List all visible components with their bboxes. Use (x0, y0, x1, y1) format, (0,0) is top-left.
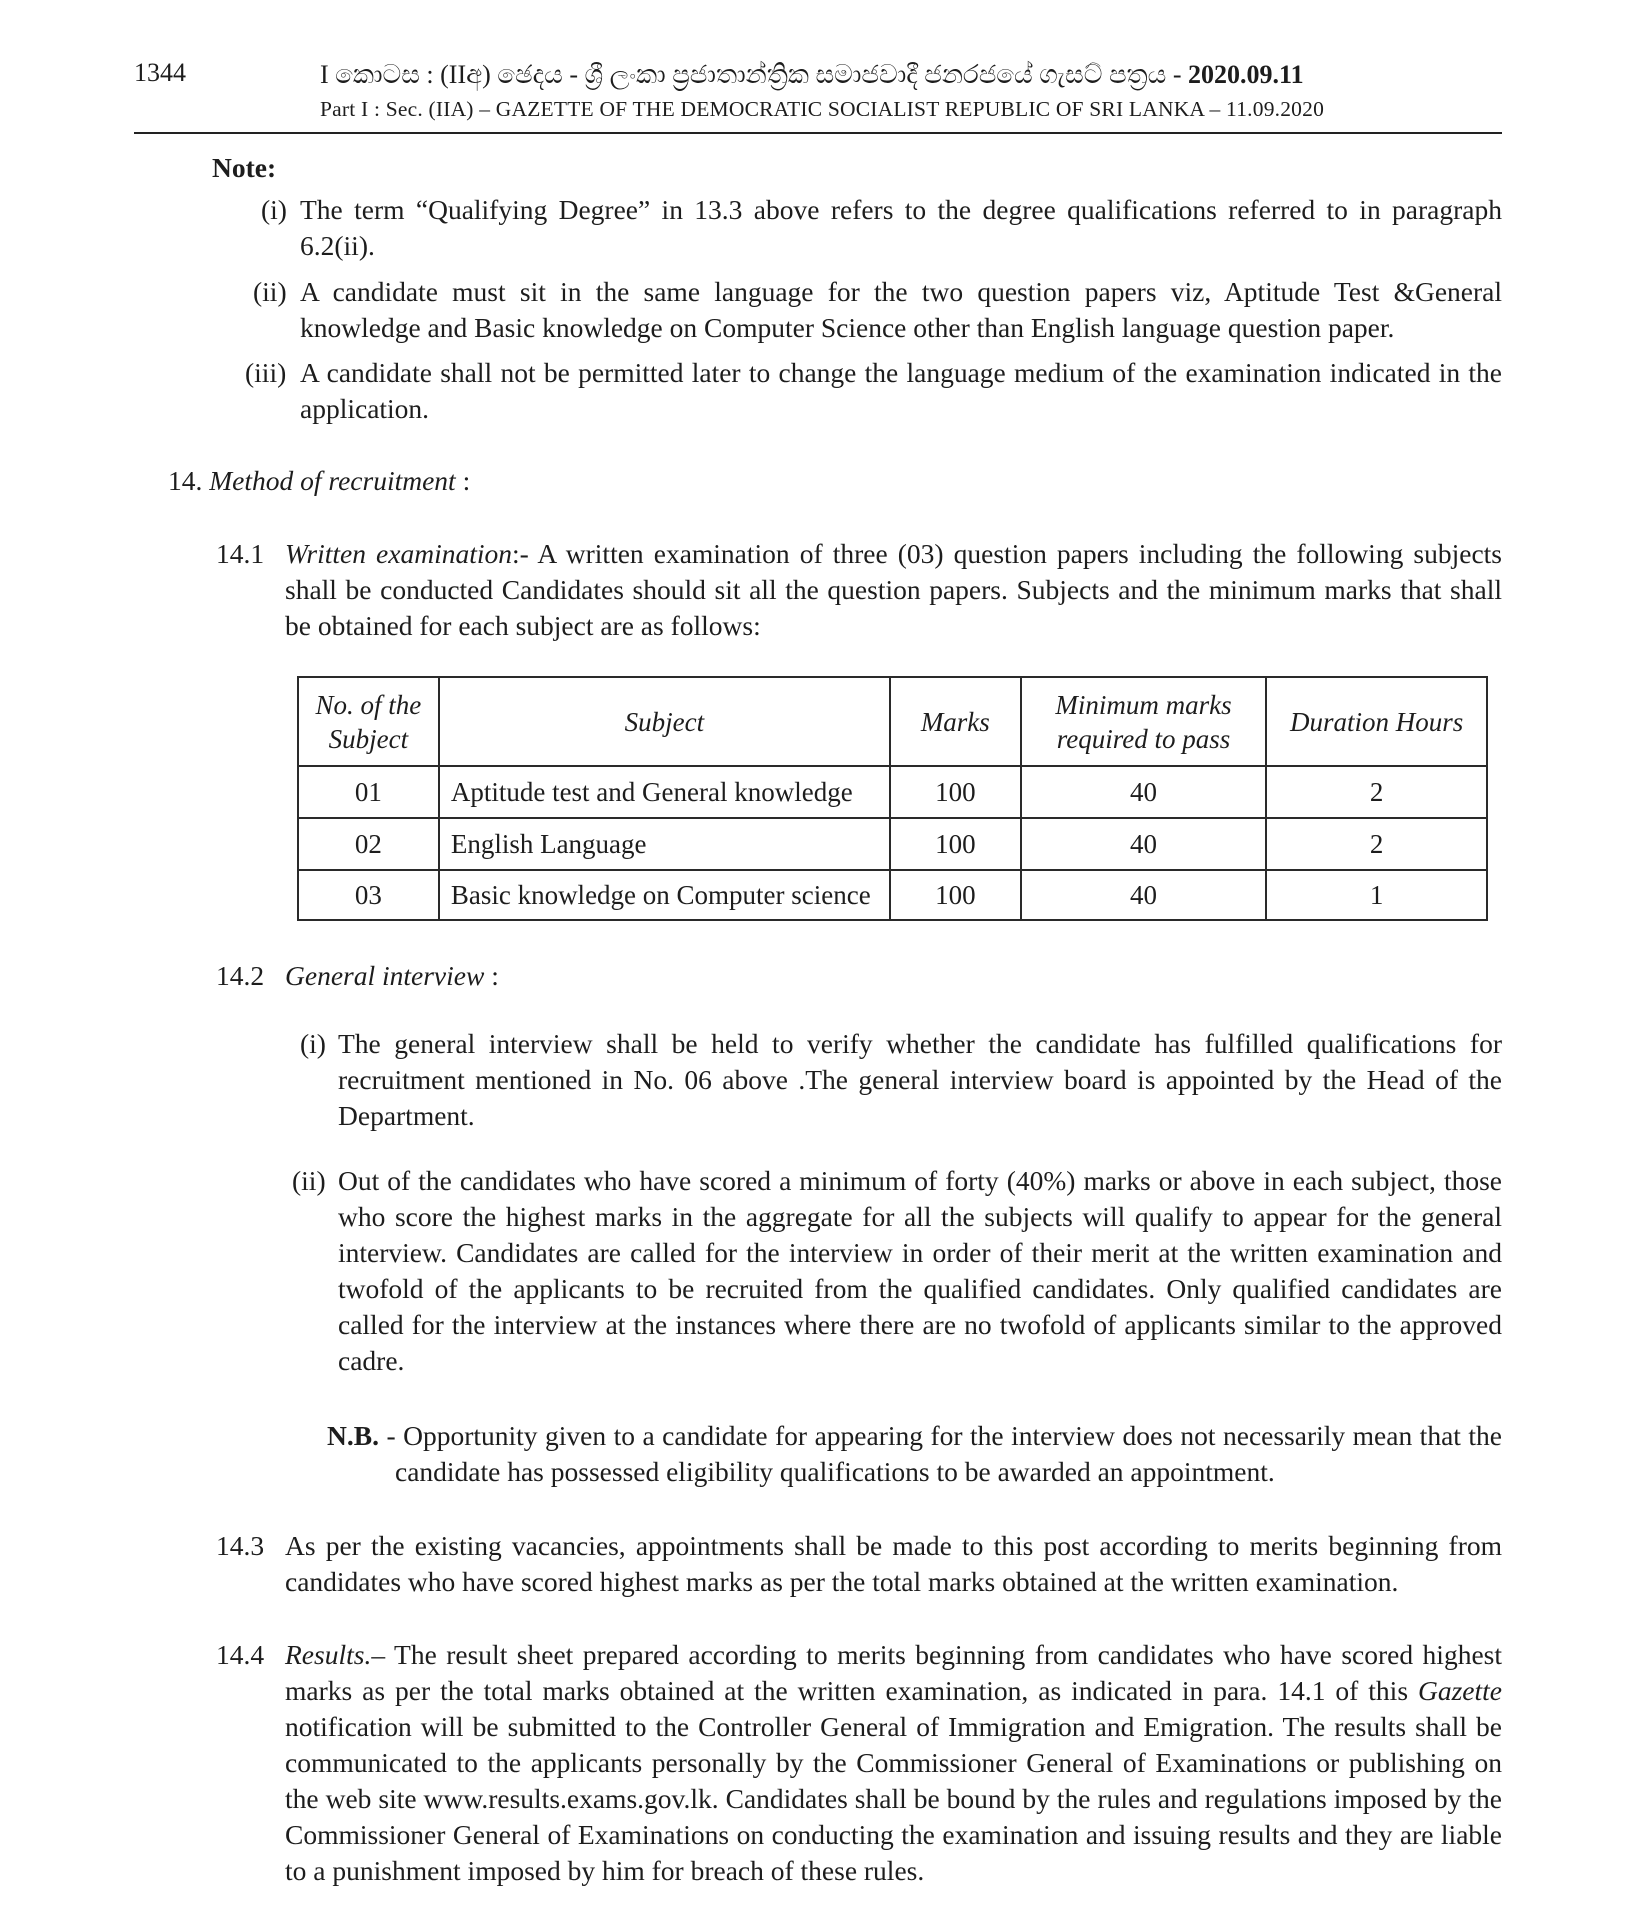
table-cell: 40 (1021, 870, 1267, 920)
note-item-number: (i) (261, 194, 287, 225)
header-sinhala-date: 2020.09.11 (1188, 60, 1304, 89)
note-item-text: A candidate must sit in the same language for the two question papers viz, Aptitude Test &General knowledge and Basic knowledge on Computer Science other than English language question paper. (300, 276, 1502, 343)
note-item-text: The term “Qualifying Degree” in 13.3 above refers to the degree qualifications referred to in paragraph 6.2(ii). (300, 194, 1502, 261)
section-14-4-body-b: notification will be submitted to the Controller General of Immigration and Emigration. The results shall be communicated to the applicants personally by the Commissioner General of Examinations or publishing on the web site www.results.exams.gov.lk. Candidates shall be bound by the rules and regulations imposed by the Commissioner General of Examinations on conducting the examination and issuing results and they are liable to a punishment imposed by him for breach of these rules. (285, 1711, 1502, 1886)
section-14-2-label: General interview (285, 960, 485, 991)
header-part-label: Part (320, 97, 356, 121)
table-cell: 100 (890, 870, 1021, 920)
page-number: 1344 (134, 58, 186, 87)
interview-item-text: The general interview shall be held to verify whether the candidate has fulfilled qualifications for recruitment mentioned in No. 06 above .The general interview board is appointed by the Head of the Department. (338, 1028, 1502, 1131)
table-cell: Aptitude test and General knowledge (439, 766, 890, 818)
interview-item-text: Out of the candidates who have scored a minimum of forty (40%) marks or above in each subject, those who score the highest marks in the aggregate for all the subjects will qualify to appear for the general interview. Candidates are called for the interview in order of their merit at the written examination and twofold of the applicants to be recruited from the qualified candidates. Only qualified candidates are called for the interview at the instances where there are no twofold of applicants similar to the approved cadre. (338, 1165, 1502, 1376)
section-14-heading (168, 463, 470, 499)
table-header-cell: Duration Hours (1266, 677, 1487, 766)
table-cell: 40 (1021, 818, 1267, 870)
header-sinhala-line (320, 60, 1400, 90)
table-cell: 2 (1266, 766, 1487, 818)
section-14-2-heading (285, 958, 499, 994)
section-14-2-label-suffix: : (484, 960, 499, 991)
table-cell: Basic knowledge on Computer science (439, 870, 890, 920)
note-item-number: (ii) (253, 276, 287, 307)
table-row (298, 870, 1487, 920)
table-cell: English Language (439, 818, 890, 870)
section-14-1-body: :- A written examination of three (03) question papers including the following subjects shall be conducted Candidates should sit all the question papers. Subjects and the minimum marks that shall be obtained for each subject are as follows: (285, 538, 1502, 641)
section-14-1-label: Written examination (285, 538, 512, 569)
table-header-cell: Minimum marks required to pass (1021, 677, 1267, 766)
header-sec-label: Sec. (385, 97, 423, 121)
nb-note (327, 1418, 1502, 1490)
section-14-number: 14. (168, 465, 203, 496)
table-header-cell: Marks (890, 677, 1021, 766)
note-item-text: A candidate shall not be permitted later to change the language medium of the examination indicated in the application. (300, 357, 1502, 424)
section-14-1-number: 14.1 (216, 538, 265, 569)
section-14-4-number: 14.4 (216, 1639, 265, 1670)
table-cell: 03 (298, 870, 439, 920)
table-header-cell: No. of the Subject (298, 677, 439, 766)
section-14-3-number: 14.3 (216, 1530, 265, 1561)
table-cell: 02 (298, 818, 439, 870)
header-part-number: I : (361, 97, 381, 121)
note-title: Note: (212, 152, 277, 183)
table-row (298, 818, 1487, 870)
header-sinhala-title: I කොටස : (IIඅ) ඡෙදය - ශ්‍රී ලංකා ප්‍රජාතාන්ත්‍රික සමාජවාදී ජනරජයේ ගැසට් පත්‍රය - (320, 60, 1182, 89)
section-14-title-suffix: : (455, 465, 471, 496)
interview-item-number: (ii) (292, 1165, 326, 1196)
table-cell: 1 (1266, 870, 1487, 920)
table-cell: 100 (890, 818, 1021, 870)
nb-text: - Opportunity given to a candidate for appearing for the interview does not necessarily mean that the candidate has possessed eligibility qualifications to be awarded an appointment. (378, 1420, 1502, 1487)
table-header-row (298, 677, 1487, 766)
table-cell: 100 (890, 766, 1021, 818)
section-14-title: Method of recruitment (209, 465, 456, 496)
table-cell: 40 (1021, 766, 1267, 818)
header-english-line (320, 96, 1400, 122)
section-14-4-label: Results. (285, 1639, 372, 1670)
note-item-number: (iii) (245, 357, 287, 388)
header-divider (134, 132, 1502, 134)
table-cell: 01 (298, 766, 439, 818)
table-row (298, 766, 1487, 818)
table-header-cell: Subject (439, 677, 890, 766)
table-cell: 2 (1266, 818, 1487, 870)
nb-label: N.B. (327, 1420, 379, 1451)
section-14-4-gazette: Gazette (1417, 1675, 1502, 1706)
interview-item-number: (i) (300, 1028, 326, 1059)
subjects-table (297, 676, 1488, 921)
section-14-4-body-a: – The result sheet prepared according to merits beginning from candidates who have scored highest marks as per the total marks obtained at the written examination, as indicated in para. 14.1 of this (285, 1639, 1502, 1706)
section-14-4-text (285, 1637, 1502, 1889)
header-title-date: (IIA) – GAZETTE OF THE DEMOCRATIC SOCIALIST REPUBLIC OF SRI LANKA – 11.09.2020 (428, 97, 1325, 121)
section-14-1-text (285, 536, 1502, 644)
section-14-2-number: 14.2 (216, 960, 265, 991)
section-14-3-text: As per the existing vacancies, appointments shall be made to this post according to merits beginning from candidates who have scored highest marks as per the total marks obtained at the written examination. (285, 1530, 1502, 1597)
